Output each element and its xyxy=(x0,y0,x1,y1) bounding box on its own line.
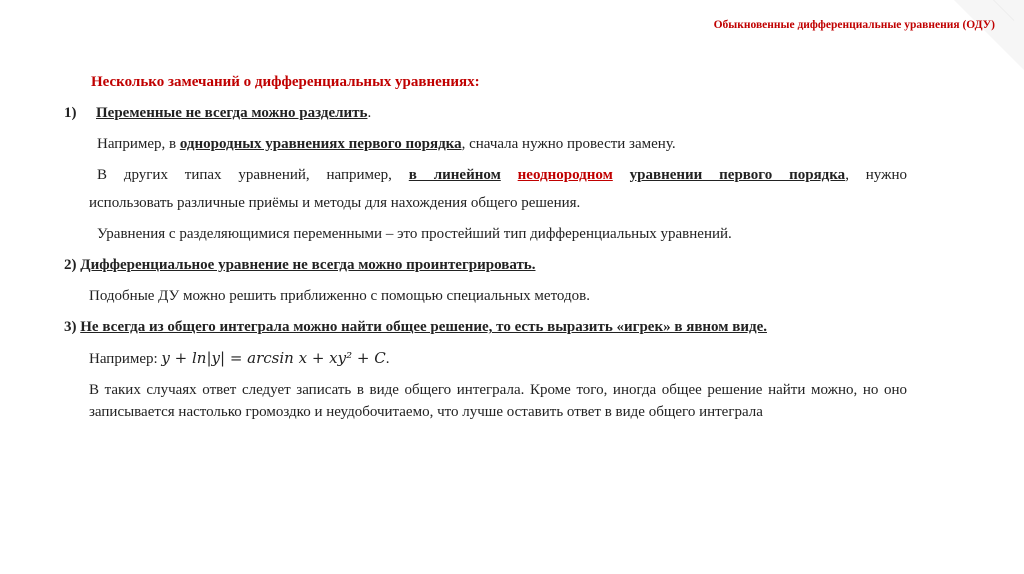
point-2-heading xyxy=(64,254,907,276)
linear-equation-link-part-1[interactable]: в линейном xyxy=(408,167,501,183)
inhomogeneous-link[interactable]: неоднородном xyxy=(517,167,613,183)
lead-heading: Несколько замечаний о дифференциальных уравнениях: xyxy=(91,74,480,90)
point-1-number: 1) xyxy=(64,105,77,121)
point-3-example-prefix: Например: xyxy=(89,351,162,367)
point-1-example-prefix: Например, в xyxy=(97,136,180,152)
point-1-other-suffix: , нужно xyxy=(845,167,907,183)
point-1-title-end: . xyxy=(367,105,372,121)
slide-header-title: Обыкновенные дифференциальные уравнения (ОДУ) xyxy=(713,19,995,31)
point-1-other-prefix: В других типах уравнений, например, xyxy=(97,167,409,183)
equation-right-side: arcsin x + xy² + C xyxy=(247,349,386,367)
point-3-heading xyxy=(64,316,907,338)
point-1-example xyxy=(64,133,907,155)
homogeneous-equations-link[interactable]: однородных уравнениях первого порядка xyxy=(179,136,462,152)
point-1-example-suffix: , сначала нужно провести замену. xyxy=(461,136,676,152)
slide-content xyxy=(64,71,907,432)
point-2-note: Подобные ДУ можно решить приближенно с помощью специальных методов. xyxy=(89,288,590,304)
point-2-number: 2) xyxy=(64,257,77,273)
equation-left-side: y + ln|y| xyxy=(161,349,226,367)
point-3-paragraph: В таких случаях ответ следует записать в виде общего интеграла. Кроме того, иногда общее решение найти можно, но оно записывается настолько громоздко и неудобочитаемо, что лучше оставить ответ в виде общего интеграла xyxy=(89,382,907,420)
point-3-number: 3) xyxy=(64,319,77,335)
slide-corner-decoration xyxy=(954,0,1024,70)
equation-equals: = xyxy=(225,349,248,367)
linear-equation-link-part-2[interactable]: уравнении первого порядка xyxy=(629,167,846,183)
point-1-other-types xyxy=(64,164,907,186)
point-3-example xyxy=(64,347,907,370)
point-1-other-continuation: использовать различные приёмы и методы для нахождения общего решения. xyxy=(89,195,581,211)
point-1-heading xyxy=(64,102,907,124)
point-3-title: Не всегда из общего интеграла можно найти общее решение, то есть выразить «игрек» в явном виде. xyxy=(80,319,767,335)
point-2-title: Дифференциальное уравнение не всегда можно проинтегрировать. xyxy=(80,257,536,273)
point-1-separable-note: Уравнения с разделяющимися переменными – это простейший тип дифференциальных уравнений. xyxy=(97,226,732,242)
point-1-title: Переменные не всегда можно разделить xyxy=(96,105,368,121)
equation-end: . xyxy=(385,351,390,367)
